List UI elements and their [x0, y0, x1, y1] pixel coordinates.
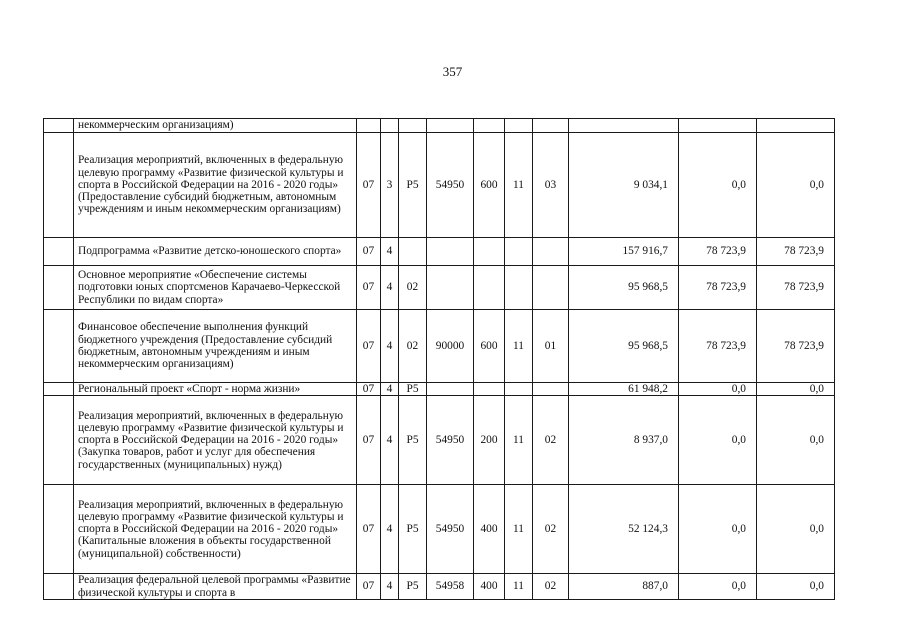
table-body: [44, 119, 835, 600]
amount-year1-cell: 9 034,1: [569, 133, 679, 238]
subsection-code-cell: 3: [381, 133, 399, 238]
item-name-cell: Реализация мероприятий, включенных в федеральную целевую программу «Развитие физической культуры и спорта в Российской Федерации на 2016 - 2020 годы» (Капитальные вложения в объекты государственной (муниципальной) собственности): [74, 485, 357, 574]
amount-year1-cell: 157 916,7: [569, 238, 679, 266]
chapter-code-cell: [505, 383, 533, 396]
chapter-code-cell: [505, 238, 533, 266]
chapter-code-cell: 11: [505, 396, 533, 485]
subchapter-code-cell: 03: [533, 133, 569, 238]
expense-type-cell: [474, 383, 505, 396]
subchapter-code-cell: [533, 119, 569, 133]
chapter-code-cell: [505, 119, 533, 133]
page-number: 357: [442, 64, 463, 79]
amount-year3-cell: 78 723,9: [757, 266, 835, 310]
amount-year3-cell: 0,0: [757, 396, 835, 485]
amount-year2-cell: 78 723,9: [679, 310, 757, 383]
target-article-cell: 54950: [427, 133, 474, 238]
target-article-cell: 54958: [427, 574, 474, 600]
amount-year3-cell: 0,0: [757, 574, 835, 600]
item-name-cell: Подпрограмма «Развитие детско-юношеского спорта»: [74, 238, 357, 266]
amount-year1-cell: 887,0: [569, 574, 679, 600]
amount-year3-cell: [757, 119, 835, 133]
amount-year1-cell: 95 968,5: [569, 310, 679, 383]
amount-year2-cell: 0,0: [679, 133, 757, 238]
target-article-cell: 54950: [427, 485, 474, 574]
section-code-cell: 07: [357, 396, 381, 485]
section-code-cell: 07: [357, 574, 381, 600]
amount-year1-cell: 52 124,3: [569, 485, 679, 574]
amount-year1-cell: 95 968,5: [569, 266, 679, 310]
expense-type-cell: 600: [474, 133, 505, 238]
table-row: [44, 119, 835, 133]
expense-type-cell: [474, 238, 505, 266]
amount-year3-cell: 0,0: [757, 485, 835, 574]
target-article-cell: [427, 238, 474, 266]
target-article-cell: [427, 266, 474, 310]
item-name-cell: Реализация федеральной целевой программы «Развитие физической культуры и спорта в: [74, 574, 357, 600]
table-row: [44, 396, 835, 485]
expense-type-cell: 400: [474, 574, 505, 600]
target-article-cell: [427, 383, 474, 396]
chapter-code-cell: 11: [505, 574, 533, 600]
table-row: [44, 310, 835, 383]
table-row: [44, 485, 835, 574]
row-number-cell: [44, 238, 74, 266]
item-name-cell: Реализация мероприятий, включенных в федеральную целевую программу «Развитие физической культуры и спорта в Российской Федерации на 2016 - 2020 годы» (Закупка товаров, работ и услуг для обеспечения государственных (муниципальных) нужд): [74, 396, 357, 485]
item-name-cell: Основное мероприятие «Обеспечение системы подготовки юных спортсменов Карачаево-Черкесской Республики по видам спорта»: [74, 266, 357, 310]
subsection-code-cell: [381, 119, 399, 133]
section-code-cell: [357, 119, 381, 133]
section-code-cell: 07: [357, 485, 381, 574]
program-code-cell: [399, 238, 427, 266]
item-name-cell: некоммерческим организациям): [74, 119, 357, 133]
program-code-cell: P5: [399, 574, 427, 600]
item-name-cell: Региональный проект «Спорт - норма жизни»: [74, 383, 357, 396]
section-code-cell: 07: [357, 310, 381, 383]
amount-year3-cell: 0,0: [757, 383, 835, 396]
amount-year2-cell: 0,0: [679, 485, 757, 574]
expense-type-cell: [474, 266, 505, 310]
amount-year2-cell: 78 723,9: [679, 266, 757, 310]
chapter-code-cell: 11: [505, 485, 533, 574]
program-code-cell: 02: [399, 310, 427, 383]
amount-year2-cell: [679, 119, 757, 133]
amount-year3-cell: 78 723,9: [757, 310, 835, 383]
program-code-cell: P5: [399, 133, 427, 238]
amount-year2-cell: 0,0: [679, 396, 757, 485]
budget-table: [43, 118, 835, 600]
subsection-code-cell: 4: [381, 383, 399, 396]
amount-year2-cell: 78 723,9: [679, 238, 757, 266]
row-number-cell: [44, 485, 74, 574]
subsection-code-cell: 4: [381, 485, 399, 574]
subchapter-code-cell: 02: [533, 396, 569, 485]
subsection-code-cell: 4: [381, 238, 399, 266]
subchapter-code-cell: [533, 383, 569, 396]
row-number-cell: [44, 396, 74, 485]
table-row: [44, 238, 835, 266]
row-number-cell: [44, 119, 74, 133]
row-number-cell: [44, 133, 74, 238]
program-code-cell: 02: [399, 266, 427, 310]
chapter-code-cell: 11: [505, 310, 533, 383]
chapter-code-cell: 11: [505, 133, 533, 238]
row-number-cell: [44, 266, 74, 310]
subchapter-code-cell: [533, 266, 569, 310]
target-article-cell: 90000: [427, 310, 474, 383]
amount-year3-cell: 78 723,9: [757, 238, 835, 266]
amount-year2-cell: 0,0: [679, 574, 757, 600]
expense-type-cell: 400: [474, 485, 505, 574]
item-name-cell: Реализация мероприятий, включенных в федеральную целевую программу «Развитие физической культуры и спорта в Российской Федерации на 2016 - 2020 годы» (Предоставление субсидий бюджетным, автономным учреждениям и иным некоммерческим организациям): [74, 133, 357, 238]
row-number-cell: [44, 383, 74, 396]
expense-type-cell: 200: [474, 396, 505, 485]
subchapter-code-cell: [533, 238, 569, 266]
subchapter-code-cell: 02: [533, 485, 569, 574]
section-code-cell: 07: [357, 133, 381, 238]
table-row: [44, 574, 835, 600]
chapter-code-cell: [505, 266, 533, 310]
table-row: [44, 383, 835, 396]
table-row: [44, 266, 835, 310]
amount-year1-cell: [569, 119, 679, 133]
amount-year2-cell: 0,0: [679, 383, 757, 396]
amount-year1-cell: 8 937,0: [569, 396, 679, 485]
table-row: [44, 133, 835, 238]
program-code-cell: P5: [399, 396, 427, 485]
subsection-code-cell: 4: [381, 266, 399, 310]
target-article-cell: 54950: [427, 396, 474, 485]
subsection-code-cell: 4: [381, 574, 399, 600]
section-code-cell: 07: [357, 238, 381, 266]
expense-type-cell: [474, 119, 505, 133]
subsection-code-cell: 4: [381, 396, 399, 485]
row-number-cell: [44, 310, 74, 383]
amount-year3-cell: 0,0: [757, 133, 835, 238]
item-name-cell: Финансовое обеспечение выполнения функций бюджетного учреждения (Предоставление субсидий бюджетным, автономным учреждениям и иным некоммерческим организациям): [74, 310, 357, 383]
subchapter-code-cell: 02: [533, 574, 569, 600]
expense-type-cell: 600: [474, 310, 505, 383]
section-code-cell: 07: [357, 383, 381, 396]
program-code-cell: [399, 119, 427, 133]
program-code-cell: P5: [399, 485, 427, 574]
row-number-cell: [44, 574, 74, 600]
section-code-cell: 07: [357, 266, 381, 310]
subchapter-code-cell: 01: [533, 310, 569, 383]
subsection-code-cell: 4: [381, 310, 399, 383]
program-code-cell: P5: [399, 383, 427, 396]
amount-year1-cell: 61 948,2: [569, 383, 679, 396]
target-article-cell: [427, 119, 474, 133]
